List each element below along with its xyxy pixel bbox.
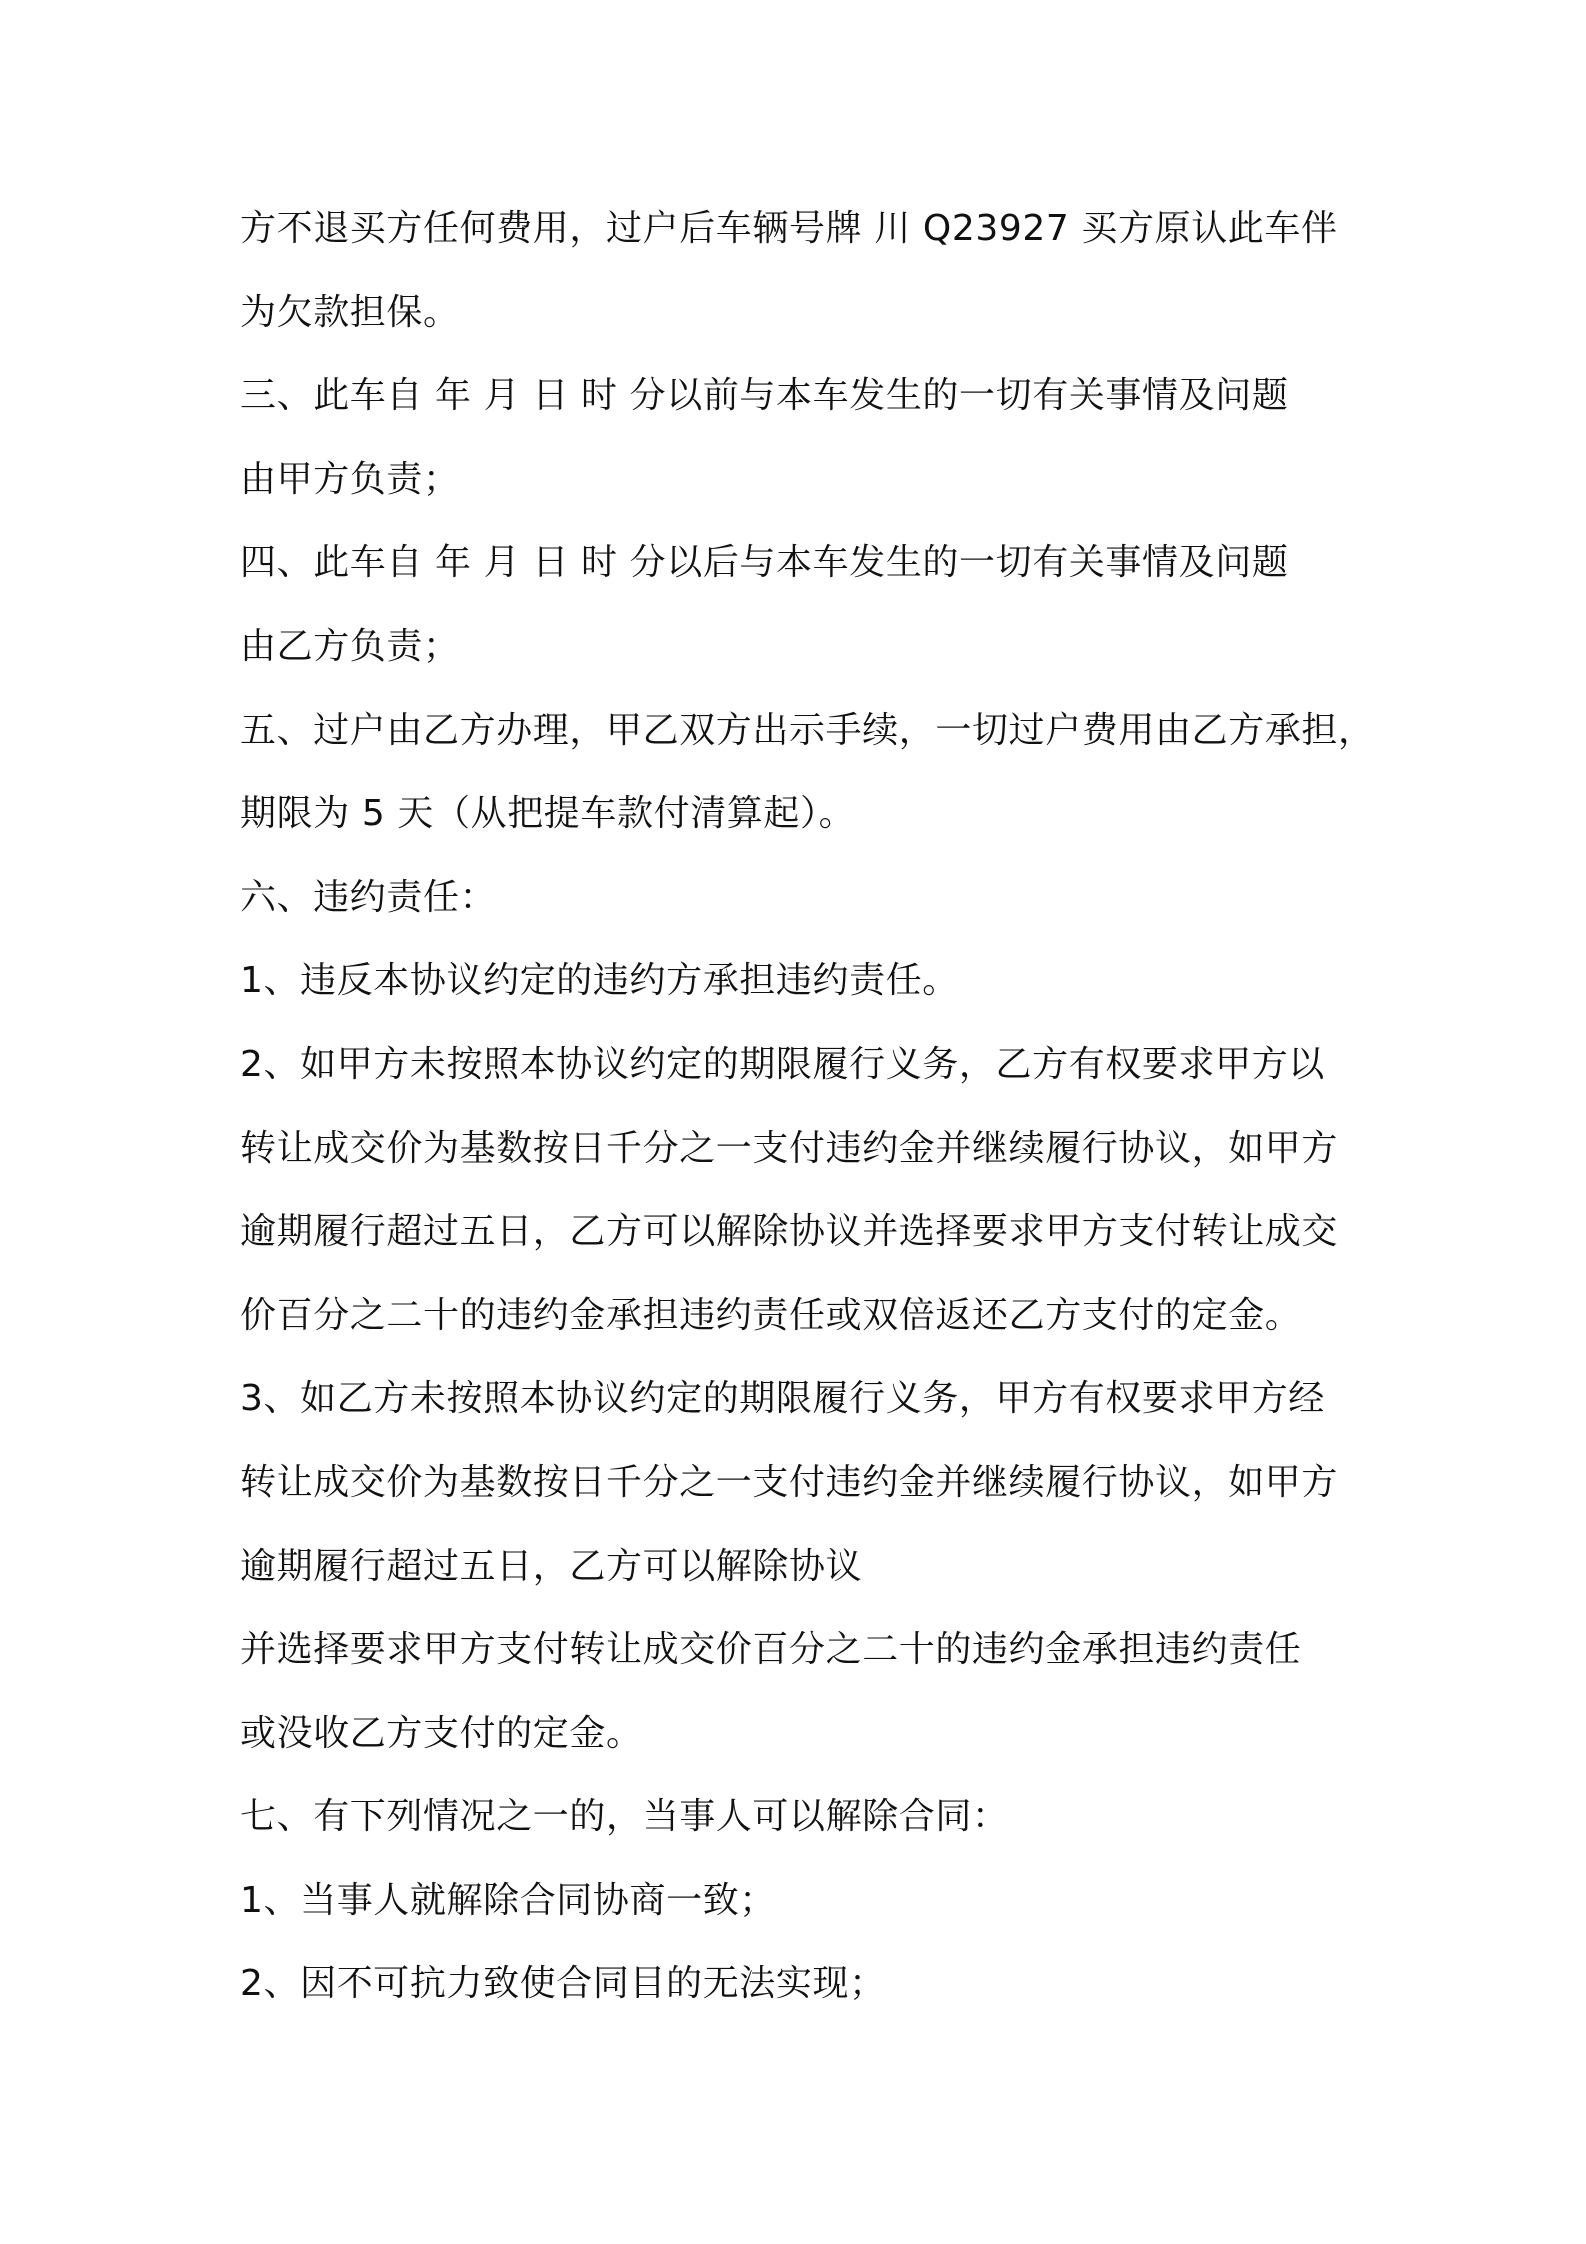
clause-7-heading: 七、有下列情况之一的，当事人可以解除合同：	[240, 1796, 1009, 1838]
clause-6-heading: 六、违约责任：	[240, 876, 497, 918]
text-line: 价百分之二十的违约金承担违约责任或双倍返还乙方支付的定金。	[240, 1294, 1302, 1336]
clause-5-line: 五、过户由乙方办理，甲乙双方出示手续，一切过户费用由乙方承担，	[240, 709, 1375, 751]
text-line: 由乙方负责；	[240, 625, 460, 667]
text-line: 并选择要求甲方支付转让成交价百分之二十的违约金承担违约责任	[240, 1629, 1302, 1671]
clause-4-line: 四、此车自 年 月 日 时 分以后与本车发生的一切有关事情及问题	[240, 542, 1289, 584]
text-line: 逾期履行超过五日，乙方可以解除协议	[240, 1545, 863, 1587]
text-line: 转让成交价为基数按日千分之一支付违约金并继续履行协议，如甲方	[240, 1127, 1339, 1169]
text-line: 或没收乙方支付的定金。	[240, 1712, 643, 1754]
text-line: 期限为 5 天（从把提车款付清算起）。	[240, 793, 856, 835]
item-1-line: 1、当事人就解除合同协商一致；	[240, 1879, 776, 1921]
text-line: 方不退买方任何费用，过户后车辆号牌 川 Q23927 买方原认此车伴	[240, 208, 1338, 249]
item-2-line: 2、因不可抗力致使合同目的无法实现；	[240, 1963, 886, 2005]
text-line: 由甲方负责；	[240, 458, 460, 500]
contract-text	[240, 197, 1375, 2036]
clause-3-line: 三、此车自 年 月 日 时 分以前与本车发生的一切有关事情及问题	[240, 375, 1289, 417]
text-line: 逾期履行超过五日，乙方可以解除协议并选择要求甲方支付转让成交	[240, 1211, 1339, 1253]
item-1-line: 1、违反本协议约定的违约方承担违约责任。	[240, 960, 959, 1002]
item-3-line: 3、如乙方未按照本协议约定的期限履行义务，甲方有权要求甲方经	[240, 1378, 1325, 1420]
text-line: 转让成交价为基数按日千分之一支付违约金并继续履行协议，如甲方	[240, 1461, 1339, 1503]
item-2-line: 2、如甲方未按照本协议约定的期限履行义务，乙方有权要求甲方以	[240, 1043, 1325, 1085]
text-line: 为欠款担保。	[240, 291, 460, 333]
